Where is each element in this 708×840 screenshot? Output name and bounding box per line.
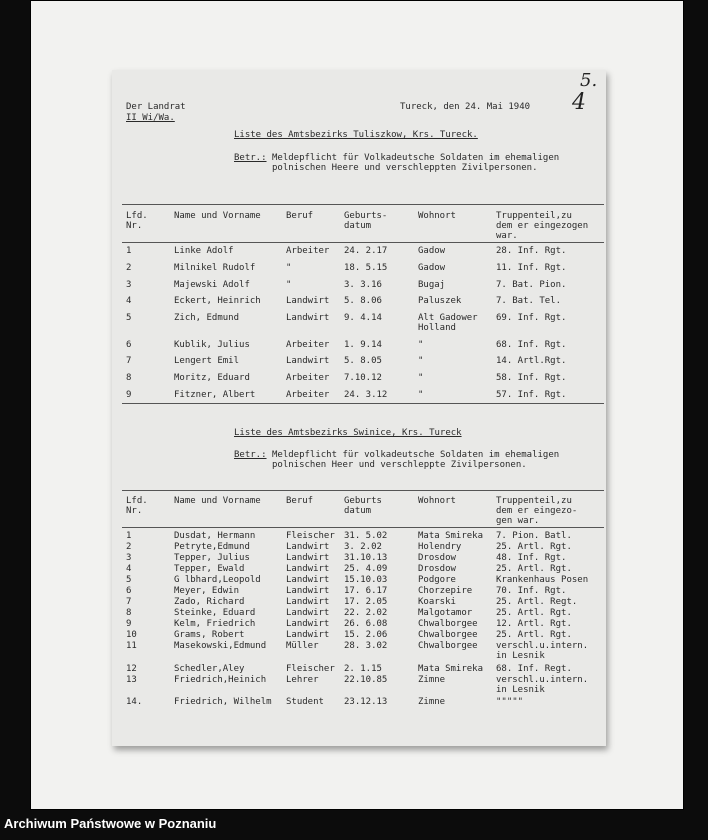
handwritten-mark-1: 5. [580, 70, 598, 91]
table-row [112, 597, 606, 608]
handwritten-mark-2: 4 [572, 90, 586, 115]
table-row [112, 263, 606, 274]
cell-wohnort: Malgotamor [418, 608, 473, 618]
column-header-beruf: Beruf [286, 211, 314, 221]
cell-lfd-nr: 13 [126, 675, 137, 685]
column-header-geburtsdatum: Geburts datum [344, 496, 382, 516]
cell-beruf: Landwirt [286, 542, 330, 552]
table-row [112, 630, 606, 641]
cell-name: Lengert Emil [174, 356, 240, 366]
section1-betr-line1: Meldepflicht für Volkadeutsche Soldaten im ehemaligen [272, 153, 560, 163]
cell-beruf: Landwirt [286, 296, 330, 306]
cell-geburtsdatum: 1. 9.14 [344, 340, 382, 350]
cell-truppenteil: 25. Artl. Regt. [496, 597, 578, 607]
cell-lfd-nr: 7 [126, 356, 132, 366]
cell-beruf: Landwirt [286, 630, 330, 640]
cell-name: Milnikel Rudolf [174, 263, 256, 273]
cell-beruf: Landwirt [286, 564, 330, 574]
table-row [112, 246, 606, 257]
cell-wohnort: Chwalborgee [418, 641, 478, 651]
cell-truppenteil: 69. Inf. Rgt. [496, 313, 567, 323]
cell-beruf: Arbeiter [286, 246, 330, 256]
table-row [112, 340, 606, 351]
cell-name: Schedler,Aley [174, 664, 245, 674]
cell-truppenteil: verschl.u.intern. in Lesnik [496, 641, 589, 661]
cell-wohnort: Drosdow [418, 564, 456, 574]
table-row [112, 641, 606, 661]
cell-name: G lbhard,Leopold [174, 575, 261, 585]
table-row [112, 542, 606, 553]
cell-beruf: " [286, 263, 292, 273]
table-row [112, 531, 606, 542]
cell-lfd-nr: 4 [126, 564, 132, 574]
cell-name: Meyer, Edwin [174, 586, 240, 596]
archive-name: Archiwum Państwowe w Poznaniu [4, 816, 217, 831]
cell-name: Zich, Edmund [174, 313, 240, 323]
cell-beruf: Landwirt [286, 597, 330, 607]
cell-beruf: Fleischer [286, 664, 335, 674]
column-header-lfd-nr: Lfd. Nr. [126, 496, 148, 516]
cell-lfd-nr: 8 [126, 608, 132, 618]
cell-wohnort: Mata Smireka [418, 531, 484, 541]
cell-wohnort: Chorzepire [418, 586, 473, 596]
column-header-wohnort: Wohnort [418, 211, 456, 221]
cell-lfd-nr: 6 [126, 586, 132, 596]
cell-wohnort: " [418, 340, 424, 350]
table-row [112, 553, 606, 564]
cell-wohnort: Chwalborgee [418, 619, 478, 629]
cell-truppenteil: 25. Artl. Rgt. [496, 630, 572, 640]
cell-beruf: Landwirt [286, 586, 330, 596]
table-row [112, 697, 606, 708]
cell-name: Friedrich,Heinich [174, 675, 267, 685]
cell-wohnort: Zimne [418, 675, 446, 685]
cell-truppenteil: 7. Bat. Pion. [496, 280, 567, 290]
cell-truppenteil: 12. Artl. Rgt. [496, 619, 572, 629]
table-row [112, 619, 606, 630]
cell-truppenteil: 25. Artl. Rgt. [496, 608, 572, 618]
section1-header-rule [122, 242, 604, 243]
cell-beruf: Student [286, 697, 324, 707]
cell-geburtsdatum: 15.10.03 [344, 575, 388, 585]
cell-beruf: Arbeiter [286, 390, 330, 400]
cell-name: Tepper, Ewald [174, 564, 245, 574]
cell-lfd-nr: 3 [126, 553, 132, 563]
table-row [112, 373, 606, 384]
cell-lfd-nr: 9 [126, 390, 132, 400]
cell-lfd-nr: 3 [126, 280, 132, 290]
cell-name: Fitzner, Albert [174, 390, 256, 400]
column-header-beruf: Beruf [286, 496, 314, 506]
cell-lfd-nr: 4 [126, 296, 132, 306]
column-header-truppenteil: Truppenteil,zu dem er eingezo- gen war. [496, 496, 578, 526]
cell-lfd-nr: 5 [126, 313, 132, 323]
column-header-wohnort: Wohnort [418, 496, 456, 506]
cell-geburtsdatum: 3. 2.02 [344, 542, 382, 552]
cell-truppenteil: 57. Inf. Rgt. [496, 390, 567, 400]
cell-geburtsdatum: 5. 8.06 [344, 296, 382, 306]
cell-wohnort: Podgore [418, 575, 456, 585]
cell-geburtsdatum: 5. 8.05 [344, 356, 382, 366]
section1-bottom-rule [122, 403, 604, 404]
cell-name: Zado, Richard [174, 597, 245, 607]
cell-lfd-nr: 1 [126, 531, 132, 541]
cell-name: Dusdat, Hermann [174, 531, 256, 541]
cell-geburtsdatum: 22. 2.02 [344, 608, 388, 618]
column-header-geburtsdatum: Geburts- datum [344, 211, 388, 231]
cell-beruf: Landwirt [286, 608, 330, 618]
cell-name: Petryte,Edmund [174, 542, 250, 552]
authority-line1: Der Landrat [126, 102, 186, 112]
cell-name: Majewski Adolf [174, 280, 250, 290]
cell-truppenteil: 68. Inf. Regt. [496, 664, 572, 674]
cell-geburtsdatum: 24. 2.17 [344, 246, 388, 256]
table-row [112, 575, 606, 586]
cell-truppenteil: 58. Inf. Rgt. [496, 373, 567, 383]
authority-line2: II Wi/Wa. [126, 113, 175, 123]
column-header-truppenteil: Truppenteil,zu dem er eingezogen war. [496, 211, 589, 241]
cell-geburtsdatum: 9. 4.14 [344, 313, 382, 323]
section2-title: Liste des Amtsbezirks Swinice, Krs. Tureck [234, 428, 462, 438]
table-row [112, 356, 606, 367]
section1-betr-label: Betr.: [234, 153, 267, 163]
cell-truppenteil: verschl.u.intern. in Lesnik [496, 675, 589, 695]
cell-geburtsdatum: 25. 4.09 [344, 564, 388, 574]
cell-wohnort: Gadow [418, 246, 446, 256]
cell-lfd-nr: 12 [126, 664, 137, 674]
cell-truppenteil: 7. Pion. Batl. [496, 531, 572, 541]
cell-wohnort: Zimne [418, 697, 446, 707]
cell-beruf: Landwirt [286, 575, 330, 585]
section2-top-rule [122, 490, 604, 491]
cell-geburtsdatum: 31. 5.02 [344, 531, 388, 541]
cell-geburtsdatum: 15. 2.06 [344, 630, 388, 640]
cell-beruf: Müller [286, 641, 319, 651]
cell-name: Kelm, Friedrich [174, 619, 256, 629]
cell-name: Eckert, Heinrich [174, 296, 261, 306]
cell-truppenteil: 68. Inf. Rgt. [496, 340, 567, 350]
cell-wohnort: Gadow [418, 263, 446, 273]
cell-geburtsdatum: 28. 3.02 [344, 641, 388, 651]
section1-betr-line2: polnischen Heere und verschleppten Zivilpersonen. [272, 163, 538, 173]
cell-truppenteil: 25. Artl. Rgt. [496, 542, 572, 552]
cell-wohnort: " [418, 356, 424, 366]
cell-lfd-nr: 2 [126, 263, 132, 273]
cell-geburtsdatum: 22.10.85 [344, 675, 388, 685]
table-row [112, 390, 606, 401]
cell-wohnort: Alt Gadower Holland [418, 313, 478, 333]
cell-geburtsdatum: 18. 5.15 [344, 263, 388, 273]
table-row [112, 675, 606, 695]
cell-wohnort: Chwalborgee [418, 630, 478, 640]
cell-geburtsdatum: 31.10.13 [344, 553, 388, 563]
cell-name: Kublik, Julius [174, 340, 250, 350]
cell-lfd-nr: 6 [126, 340, 132, 350]
cell-lfd-nr: 14. [126, 697, 143, 707]
section1-top-rule [122, 204, 604, 205]
cell-lfd-nr: 2 [126, 542, 132, 552]
table-row [112, 564, 606, 575]
cell-name: Friedrich, Wilhelm [174, 697, 272, 707]
cell-beruf: Arbeiter [286, 340, 330, 350]
cell-wohnort: Paluszek [418, 296, 462, 306]
cell-wohnort: Bugaj [418, 280, 446, 290]
cell-lfd-nr: 5 [126, 575, 132, 585]
cell-truppenteil: 70. Inf. Rgt. [496, 586, 567, 596]
cell-lfd-nr: 10 [126, 630, 137, 640]
column-header-lfd-nr: Lfd. Nr. [126, 211, 148, 231]
cell-wohnort: Koarski [418, 597, 456, 607]
table-row [112, 280, 606, 291]
cell-name: Tepper, Julius [174, 553, 250, 563]
cell-truppenteil: 28. Inf. Rgt. [496, 246, 567, 256]
document-page [112, 70, 606, 746]
cell-wohnort: Holendry [418, 542, 462, 552]
cell-beruf: " [286, 280, 292, 290]
cell-wohnort: Drosdow [418, 553, 456, 563]
cell-name: Moritz, Eduard [174, 373, 250, 383]
cell-wohnort: " [418, 390, 424, 400]
cell-lfd-nr: 8 [126, 373, 132, 383]
table-row [112, 664, 606, 675]
section2-betr-label: Betr.: [234, 450, 267, 460]
cell-beruf: Fleischer [286, 531, 335, 541]
cell-geburtsdatum: 23.12.13 [344, 697, 388, 707]
cell-beruf: Lehrer [286, 675, 319, 685]
cell-geburtsdatum: 2. 1.15 [344, 664, 382, 674]
section2-betr-line2: polnischen Heer und verschleppte Zivilpersonen. [272, 460, 527, 470]
table-row [112, 313, 606, 333]
cell-truppenteil: """"" [496, 697, 524, 707]
cell-name: Linke Adolf [174, 246, 234, 256]
cell-beruf: Landwirt [286, 553, 330, 563]
cell-geburtsdatum: 24. 3.12 [344, 390, 388, 400]
cell-truppenteil: 14. Artl.Rgt. [496, 356, 567, 366]
cell-geburtsdatum: 26. 6.08 [344, 619, 388, 629]
cell-beruf: Landwirt [286, 313, 330, 323]
cell-wohnort: " [418, 373, 424, 383]
cell-truppenteil: 25. Artl. Rgt. [496, 564, 572, 574]
cell-beruf: Arbeiter [286, 373, 330, 383]
cell-wohnort: Mata Smireka [418, 664, 484, 674]
cell-beruf: Landwirt [286, 619, 330, 629]
cell-lfd-nr: 11 [126, 641, 137, 651]
cell-beruf: Landwirt [286, 356, 330, 366]
place-date: Tureck, den 24. Mai 1940 [400, 102, 531, 112]
cell-name: Steinke, Eduard [174, 608, 256, 618]
cell-truppenteil: 48. Inf. Rgt. [496, 553, 567, 563]
cell-lfd-nr: 1 [126, 246, 132, 256]
cell-geburtsdatum: 3. 3.16 [344, 280, 382, 290]
column-header-name: Name und Vorname [174, 496, 261, 506]
cell-lfd-nr: 9 [126, 619, 132, 629]
cell-geburtsdatum: 7.10.12 [344, 373, 382, 383]
section1-title: Liste des Amtsbezirks Tuliszkow, Krs. Tureck. [234, 130, 478, 140]
cell-name: Masekowski,Edmund [174, 641, 267, 651]
cell-lfd-nr: 7 [126, 597, 132, 607]
table-row [112, 296, 606, 307]
cell-truppenteil: 7. Bat. Tel. [496, 296, 562, 306]
cell-name: Grams, Robert [174, 630, 245, 640]
table-row [112, 586, 606, 597]
section2-header-rule [122, 527, 604, 528]
cell-geburtsdatum: 17. 6.17 [344, 586, 388, 596]
table-row [112, 608, 606, 619]
section2-betr-line1: Meldepflicht für volkadeutsche Soldaten im ehemaligen [272, 450, 560, 460]
cell-truppenteil: Krankenhaus Posen [496, 575, 589, 585]
cell-geburtsdatum: 17. 2.05 [344, 597, 388, 607]
column-header-name: Name und Vorname [174, 211, 261, 221]
cell-truppenteil: 11. Inf. Rgt. [496, 263, 567, 273]
